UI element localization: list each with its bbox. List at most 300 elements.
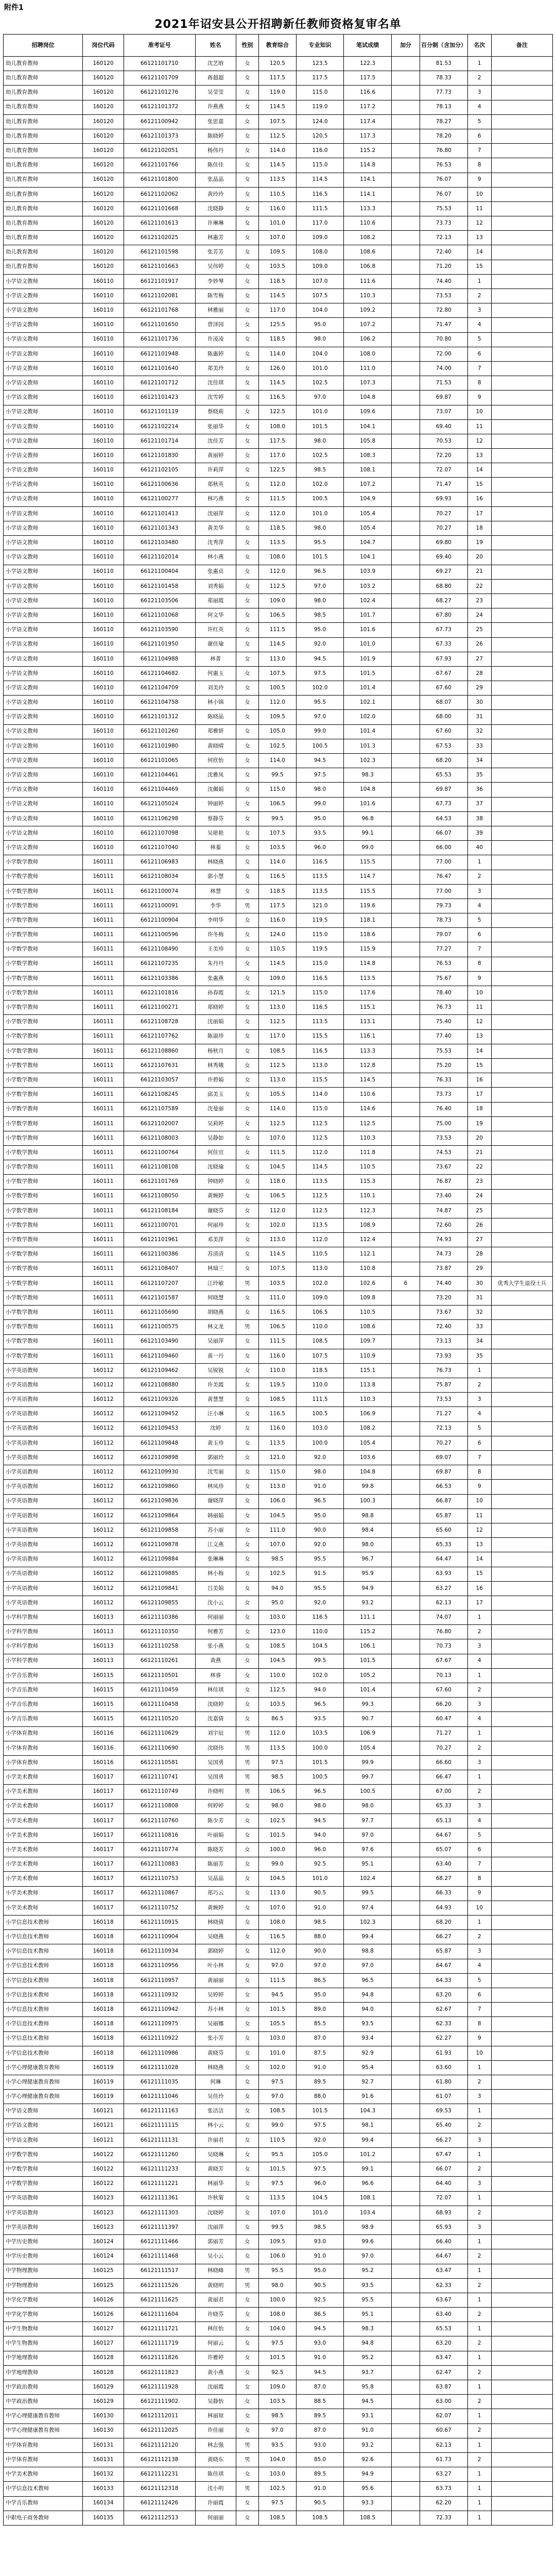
table-cell: 160111 — [83, 1116, 124, 1131]
table-cell — [391, 666, 420, 681]
table-cell: 张小芳 — [195, 2031, 236, 2046]
table-cell: 2 — [467, 1741, 491, 1755]
table-cell — [491, 158, 552, 173]
table-cell: 114.1 — [344, 187, 392, 201]
table-cell: 69.80 — [420, 536, 468, 550]
table-cell: 112.0 — [296, 1146, 344, 1160]
table-cell: 谢晓芬 — [195, 1204, 236, 1218]
table-cell: 女 — [236, 1480, 258, 1494]
table-cell: 钟丽婷 — [195, 797, 236, 811]
table-cell: 66121101587 — [124, 1291, 195, 1305]
table-cell — [391, 2511, 420, 2525]
table-cell: 10 — [467, 405, 491, 419]
table-cell — [491, 245, 552, 260]
table-cell — [391, 899, 420, 913]
table-cell: 男 — [236, 899, 258, 913]
table-cell — [391, 1029, 420, 1044]
table-row — [4, 2351, 553, 2365]
table-row — [4, 1276, 553, 1291]
table-cell — [391, 783, 420, 797]
table-cell: 男 — [236, 2278, 258, 2293]
table-cell: 104.5 — [296, 1639, 344, 1654]
table-cell: 小学数学教师 — [4, 1189, 83, 1204]
table-cell: 中学体育教师 — [4, 2438, 83, 2452]
table-cell — [491, 332, 552, 347]
table-row — [4, 2104, 553, 2119]
table-cell: 102.3 — [344, 754, 392, 768]
table-cell: 115.3 — [344, 1175, 392, 1189]
table-cell: 67.60 — [420, 681, 468, 696]
table-row — [4, 724, 553, 739]
table-cell — [391, 681, 420, 696]
table-cell: 7 — [467, 1451, 491, 1465]
table-cell: 103.5 — [258, 260, 296, 274]
table-cell: 160131 — [83, 2438, 124, 2452]
table-cell: 女 — [236, 1523, 258, 1537]
table-cell: 汪小琳 — [195, 1407, 236, 1421]
table-cell: 许碧娟 — [195, 1073, 236, 1088]
table-cell: 100.3 — [344, 1494, 392, 1509]
table-cell: 87.0 — [296, 2424, 344, 2438]
table-cell: 幼儿教育教师 — [4, 100, 83, 114]
table-cell: 160110 — [83, 463, 124, 478]
table-cell: 160123 — [83, 2220, 124, 2234]
table-cell: 1 — [467, 2060, 491, 2075]
table-cell — [391, 201, 420, 216]
table-cell: 小学数学教师 — [4, 1001, 83, 1015]
table-cell: 107.2 — [344, 318, 392, 332]
table-cell: 102.4 — [344, 1872, 392, 1886]
table-cell: 中学化学教师 — [4, 2293, 83, 2307]
table-cell: 88.5 — [296, 2395, 344, 2409]
table-cell — [491, 114, 552, 129]
table-cell: 66121101423 — [124, 391, 195, 405]
col-header: 教育综合 — [258, 35, 296, 57]
table-cell — [391, 913, 420, 928]
table-cell: 97.0 — [344, 1828, 392, 1842]
table-cell: 93.7 — [344, 2365, 392, 2380]
table-cell: 女 — [236, 216, 258, 231]
table-cell: 60.67 — [420, 2424, 468, 2438]
table-cell: 林凤珍 — [195, 1480, 236, 1494]
table-cell: 160110 — [83, 637, 124, 652]
table-cell: 160116 — [83, 1726, 124, 1741]
table-cell: 104.0 — [258, 2452, 296, 2467]
table-cell: 115.0 — [258, 1465, 296, 1480]
table-cell: 110.8 — [344, 1262, 392, 1276]
table-cell: 107.0 — [258, 1901, 296, 1915]
table-cell: 93.5 — [344, 2278, 392, 2293]
table-cell: 21 — [467, 1146, 491, 1160]
table-cell: 小学语文教师 — [4, 274, 83, 289]
table-cell — [491, 1088, 552, 1102]
table-cell — [491, 405, 552, 419]
table-cell — [491, 492, 552, 506]
table-cell: 1 — [467, 1611, 491, 1625]
table-cell: 114.0 — [258, 754, 296, 768]
table-row — [4, 1814, 553, 1828]
table-cell: 98.5 — [258, 2409, 296, 2424]
table-cell: 104.0 — [258, 2322, 296, 2336]
table-row — [4, 1567, 553, 1581]
table-cell: 160120 — [83, 245, 124, 260]
table-cell: 121.0 — [258, 1451, 296, 1465]
table-cell: 4 — [467, 1814, 491, 1828]
table-cell: 许琳琳 — [195, 216, 236, 231]
table-cell: 3 — [467, 303, 491, 318]
table-cell: 98.0 — [296, 332, 344, 347]
table-row — [4, 1944, 553, 1959]
table-cell: 女 — [236, 332, 258, 347]
table-row — [4, 434, 553, 448]
table-cell: 女 — [236, 1262, 258, 1276]
table-cell: 女 — [236, 2322, 258, 2336]
table-cell — [491, 1058, 552, 1073]
table-cell: 66.27 — [420, 1930, 468, 1944]
table-cell — [491, 1814, 552, 1828]
table-cell — [391, 1683, 420, 1698]
table-row — [4, 2177, 553, 2191]
table-cell: 小学数学教师 — [4, 986, 83, 1001]
table-cell — [391, 1581, 420, 1596]
table-cell: 谢佳瑜 — [195, 637, 236, 652]
table-cell: 女 — [236, 1102, 258, 1116]
table-cell: 小学科学教师 — [4, 1639, 83, 1654]
table-cell: 85.0 — [296, 2452, 344, 2467]
table-cell: 女 — [236, 1596, 258, 1610]
table-cell — [491, 768, 552, 783]
table-cell: 95.5 — [296, 1552, 344, 1567]
table-cell: 郑巧云 — [195, 1886, 236, 1901]
table-cell — [391, 2162, 420, 2177]
table-cell: 女 — [236, 2191, 258, 2206]
table-cell — [491, 2148, 552, 2162]
table-cell: 女 — [236, 1349, 258, 1363]
table-cell: 女 — [236, 201, 258, 216]
table-cell — [491, 1436, 552, 1450]
table-cell: 72.13 — [420, 231, 468, 245]
table-cell: 73.20 — [420, 1291, 468, 1305]
table-cell: 94.0 — [296, 1683, 344, 1698]
table-cell: 小学数学教师 — [4, 1029, 83, 1044]
table-cell: 92.5 — [296, 1857, 344, 1872]
table-cell: 160110 — [83, 754, 124, 768]
table-cell: 75.53 — [420, 201, 468, 216]
table-cell: 张惠贞 — [195, 565, 236, 579]
table-cell: 160111 — [83, 870, 124, 884]
table-cell: 中学信息技术教师 — [4, 2482, 83, 2496]
table-cell: 中学心理健康教育教师 — [4, 2424, 83, 2438]
table-cell: 36 — [467, 783, 491, 797]
table-cell: 102.0 — [258, 2060, 296, 2075]
table-cell: 88.0 — [296, 2090, 344, 2104]
table-cell: 68.20 — [420, 754, 468, 768]
table-cell: 112.0 — [296, 1233, 344, 1247]
table-cell — [491, 2235, 552, 2249]
table-cell: 女 — [236, 855, 258, 870]
table-cell: 4 — [467, 318, 491, 332]
table-cell: 何丽丽 — [195, 1611, 236, 1625]
table-cell: 66121111721 — [124, 2322, 195, 2336]
table-cell: 160122 — [83, 2148, 124, 2162]
table-cell — [491, 1596, 552, 1610]
table-cell: 108.5 — [296, 2511, 344, 2525]
table-cell: 小学英语教师 — [4, 1378, 83, 1393]
table-row — [4, 2148, 553, 2162]
table-cell — [491, 841, 552, 855]
table-cell: 女 — [236, 971, 258, 986]
table-cell: 6 — [467, 1436, 491, 1450]
table-cell: 160117 — [83, 1814, 124, 1828]
table-row — [4, 1538, 553, 1552]
table-cell: 小学数学教师 — [4, 1218, 83, 1233]
table-cell: 8 — [467, 1465, 491, 1480]
table-cell: 160111 — [83, 1001, 124, 1015]
table-cell: 76.47 — [420, 870, 468, 884]
table-cell: 160135 — [83, 2511, 124, 2525]
table-cell: 女 — [236, 2395, 258, 2409]
table-cell: 118.5 — [258, 521, 296, 536]
table-cell: 中职电子商务教师 — [4, 2511, 83, 2525]
table-cell — [491, 2191, 552, 2206]
table-cell: 30 — [467, 696, 491, 710]
table-cell: 66121111928 — [124, 2380, 195, 2395]
table-cell: 女 — [236, 274, 258, 289]
table-cell: 101.5 — [296, 1755, 344, 1770]
table-cell — [391, 1247, 420, 1262]
table-cell: 91.0 — [296, 2249, 344, 2264]
table-row — [4, 1378, 553, 1393]
table-cell: 101.0 — [296, 405, 344, 419]
table-cell: 29 — [467, 1262, 491, 1276]
table-cell: 107.3 — [344, 376, 392, 391]
table-row — [4, 913, 553, 928]
table-cell: 3 — [467, 1393, 491, 1407]
table-cell: 女 — [236, 100, 258, 114]
table-cell: 160111 — [83, 1320, 124, 1334]
table-cell: 117.0 — [258, 1029, 296, 1044]
table-cell: 66121105690 — [124, 1306, 195, 1320]
table-row — [4, 971, 553, 986]
table-cell: 103.2 — [344, 579, 392, 594]
table-cell: 160112 — [83, 1523, 124, 1537]
table-cell — [391, 303, 420, 318]
table-cell: 97.5 — [258, 2075, 296, 2090]
table-cell — [391, 1465, 420, 1480]
table-cell: 160118 — [83, 1973, 124, 1988]
table-cell: 65.53 — [420, 2322, 468, 2336]
table-cell: 2 — [467, 2452, 491, 2467]
table-cell: 1 — [467, 2438, 491, 2452]
table-cell — [491, 899, 552, 913]
table-cell: 郑晓婷 — [195, 1001, 236, 1015]
table-cell: 70.27 — [420, 506, 468, 521]
table-row — [4, 1916, 553, 1930]
table-cell: 23 — [467, 594, 491, 608]
table-row — [4, 1175, 553, 1189]
table-row — [4, 463, 553, 478]
table-cell: 63.93 — [420, 1567, 468, 1581]
table-cell: 38 — [467, 811, 491, 826]
table-row — [4, 1131, 553, 1145]
table-cell: 67.00 — [420, 1785, 468, 1799]
table-cell: 108.5 — [258, 2511, 296, 2525]
table-cell: 104.5 — [258, 1872, 296, 1886]
table-cell: 66.47 — [420, 1770, 468, 1785]
table-cell: 102.4 — [344, 594, 392, 608]
table-cell: 66121101663 — [124, 260, 195, 274]
table-cell: 11 — [467, 419, 491, 434]
table-cell — [391, 216, 420, 231]
table-cell: 叶丽娟 — [195, 1828, 236, 1842]
table-cell: 66121101769 — [124, 1175, 195, 1189]
table-cell: 66121109855 — [124, 1596, 195, 1610]
table-cell: 66121107235 — [124, 957, 195, 971]
table-cell — [491, 739, 552, 753]
table-cell: 66121110816 — [124, 1828, 195, 1842]
table-cell: 97.0 — [344, 1959, 392, 1973]
table-cell: 许晓明 — [195, 1785, 236, 1799]
table-cell: 24 — [467, 608, 491, 623]
table-cell: 21 — [467, 565, 491, 579]
table-cell: 女 — [236, 2467, 258, 2482]
table-cell: 98.0 — [296, 594, 344, 608]
table-cell: 112.5 — [296, 1204, 344, 1218]
table-cell: 66121111397 — [124, 2220, 195, 2234]
table-cell: 114.7 — [344, 870, 392, 884]
table-cell — [391, 971, 420, 986]
table-cell — [491, 1465, 552, 1480]
table-cell: 113.3 — [344, 201, 392, 216]
table-cell: 66121112011 — [124, 2409, 195, 2424]
table-cell: 160111 — [83, 1247, 124, 1262]
table-cell: 114.5 — [258, 637, 296, 652]
table-cell: 66121108245 — [124, 1088, 195, 1102]
table-cell — [491, 2308, 552, 2322]
table-cell: 沈丽萍 — [195, 506, 236, 521]
table-cell: 66121111468 — [124, 2249, 195, 2264]
table-cell: 9 — [467, 971, 491, 986]
table-cell — [391, 2365, 420, 2380]
table-row — [4, 303, 553, 318]
table-cell: 108.1 — [344, 463, 392, 478]
table-cell: 90.0 — [296, 1944, 344, 1959]
table-row — [4, 2424, 553, 2438]
col-header: 专业知识 — [296, 35, 344, 57]
table-cell: 99.7 — [344, 1770, 392, 1785]
table-cell: 9 — [467, 391, 491, 405]
table-cell: 77.27 — [420, 942, 468, 957]
table-cell: 160110 — [83, 536, 124, 550]
table-cell: 110.6 — [344, 216, 392, 231]
table-cell: 1 — [467, 1726, 491, 1741]
table-cell — [491, 57, 552, 71]
table-cell: 小学数学教师 — [4, 1334, 83, 1349]
table-cell: 72.33 — [420, 2511, 468, 2525]
table-cell: 20 — [467, 550, 491, 565]
table-row — [4, 1611, 553, 1625]
table-cell: 98.5 — [258, 1770, 296, 1785]
table-cell: 92.5 — [258, 2365, 296, 2380]
table-cell: 100.5 — [296, 1770, 344, 1785]
table-cell: 小学数学教师 — [4, 913, 83, 928]
table-cell: 108.5 — [258, 1044, 296, 1058]
table-cell: 102.5 — [258, 739, 296, 753]
table-cell: 66121102062 — [124, 187, 195, 201]
table-cell: 104.3 — [344, 2104, 392, 2119]
table-cell: 73.93 — [420, 1349, 468, 1363]
table-cell: 101.4 — [344, 724, 392, 739]
table-cell: 119.0 — [296, 100, 344, 114]
table-cell: 小学音乐教师 — [4, 1683, 83, 1698]
table-cell: 160110 — [83, 347, 124, 361]
table-cell: 61.80 — [420, 2075, 468, 2090]
table-cell: 66121111115 — [124, 2119, 195, 2133]
table-row — [4, 623, 553, 637]
table-cell: 2 — [467, 1625, 491, 1639]
table-cell: 叶小林 — [195, 1959, 236, 1973]
table-cell: 66121110261 — [124, 1654, 195, 1668]
table-cell — [491, 2482, 552, 2496]
table-cell: 沈雪婷 — [195, 391, 236, 405]
table-cell — [491, 797, 552, 811]
table-cell: 118.5 — [258, 332, 296, 347]
table-cell: 94.0 — [296, 1828, 344, 1842]
table-cell: 102.5 — [258, 1814, 296, 1828]
table-cell: 112.0 — [258, 1944, 296, 1959]
table-cell: 66121110741 — [124, 1770, 195, 1785]
table-cell — [391, 2046, 420, 2060]
table-cell: 66121110975 — [124, 2017, 195, 2031]
table-cell: 115.5 — [296, 1029, 344, 1044]
table-row — [4, 2322, 553, 2336]
table-cell: 160110 — [83, 391, 124, 405]
table-cell: 吴晓琳 — [195, 2148, 236, 2162]
table-cell: 小学语文教师 — [4, 724, 83, 739]
table-cell: 66121110957 — [124, 1973, 195, 1988]
table-cell: 陈晓晶 — [195, 710, 236, 724]
table-cell: 160119 — [83, 2075, 124, 2090]
table-cell — [491, 2351, 552, 2365]
table-row — [4, 710, 553, 724]
table-cell: 1 — [467, 2380, 491, 2395]
table-cell: 78.27 — [420, 114, 468, 129]
table-row — [4, 216, 553, 231]
table-cell: 62.67 — [420, 2003, 468, 2017]
table-cell: 117.6 — [344, 986, 392, 1001]
table-row — [4, 1058, 553, 1073]
table-cell: 李妙琴 — [195, 274, 236, 289]
table-cell: 8 — [467, 376, 491, 391]
table-cell: 66121104469 — [124, 783, 195, 797]
table-cell: 吴小云 — [195, 2249, 236, 2264]
table-cell: 小学数学教师 — [4, 1291, 83, 1305]
table-cell: 女 — [236, 506, 258, 521]
table-cell: 林瑞兰 — [195, 1262, 236, 1276]
table-row — [4, 1886, 553, 1901]
table-cell: 65.87 — [420, 1944, 468, 1959]
table-cell: 66121112513 — [124, 2511, 195, 2525]
table-cell — [491, 2365, 552, 2380]
table-cell: 女 — [236, 826, 258, 840]
table-cell: 黄丽婷 — [195, 449, 236, 463]
table-cell: 103.6 — [344, 1451, 392, 1465]
table-cell — [491, 478, 552, 492]
table-row — [4, 1872, 553, 1886]
table-cell: 女 — [236, 1363, 258, 1378]
table-cell: 小学语文教师 — [4, 754, 83, 768]
table-cell: 100.5 — [296, 739, 344, 753]
